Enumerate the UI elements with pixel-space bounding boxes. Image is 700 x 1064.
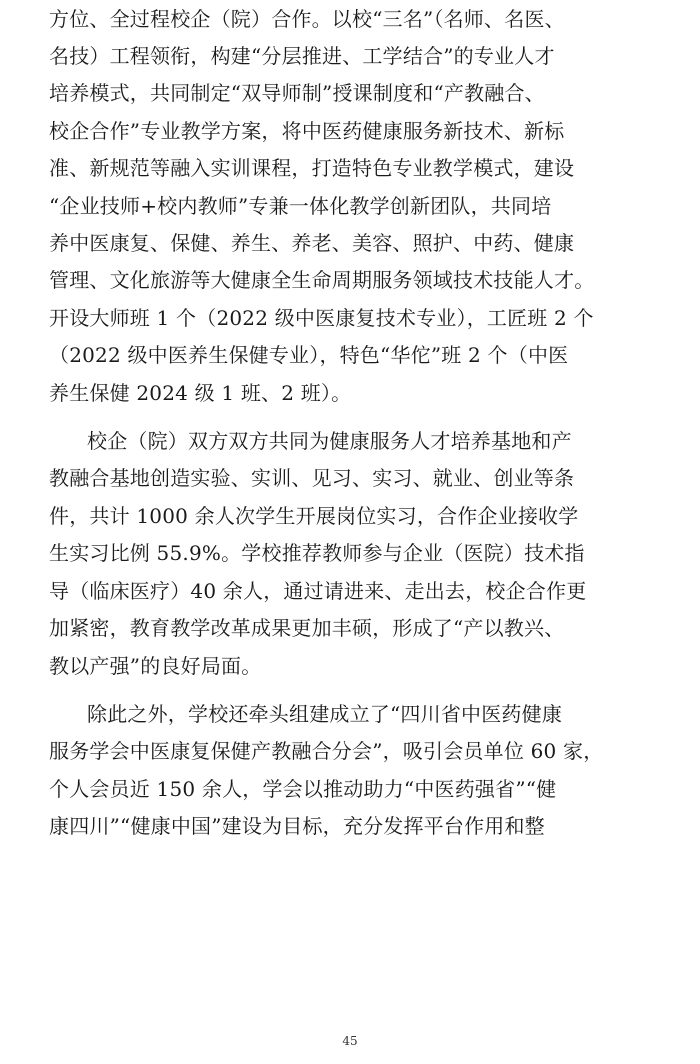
text-line: 校企合作”专业教学方案，将中医药健康服务新技术、新标	[49, 119, 565, 143]
text-line: 名技）工程领衔，构建“分层推进、工学结合”的专业人才	[49, 44, 555, 68]
text-line: 养中医康复、保健、养生、养老、美容、照护、中药、健康	[49, 231, 575, 255]
text-line: 导（临床医疗）40 余人，通过请进来、走出去，校企合作更	[49, 579, 587, 603]
text-line: 养生保健 2024 级 1 班、2 班）。	[49, 381, 352, 405]
text-line: 开设大师班 1 个（2022 级中医康复技术专业），工匠班 2 个	[49, 306, 594, 330]
text-line: 准、新规范等融入实训课程，打造特色专业教学模式，建设	[49, 156, 575, 180]
text-line: 除此之外，学校还牵头组建成立了“四川省中医药健康	[87, 702, 563, 726]
text-line: 方位、全过程校企（院）合作。以校“三名”（名师、名医、	[49, 7, 565, 31]
text-line: 加紧密，教育教学改革成果更加丰硕，形成了“产以教兴、	[49, 616, 565, 640]
text-line: 教融合基地创造实验、实训、见习、实习、就业、创业等条	[49, 466, 575, 490]
text-line: 校企（院）双方双方共同为健康服务人才培养基地和产	[87, 429, 572, 453]
text-line: 服务学会中医康复保健产教融合分会”，吸引会员单位 60 家，	[49, 739, 604, 763]
text-line: 管理、文化旅游等大健康全生命周期服务领域技术技能人才。	[49, 268, 595, 292]
text-line: 生实习比例 55.9%。学校推荐教师参与企业（医院）技术指	[49, 541, 585, 565]
page-number: 45	[342, 1034, 358, 1048]
text-line: 教以产强”的良好局面。	[49, 654, 262, 678]
text-line: “企业技师+校内教师”专兼一体化教学创新团队，共同培	[49, 194, 552, 218]
text-line: 个人会员近 150 余人，学会以推动助力“中医药强省”“健	[49, 777, 557, 801]
text-line: （2022 级中医养生保健专业），特色“华佗”班 2 个（中医	[49, 343, 569, 367]
text-line: 件，共计 1000 余人次学生开展岗位实习，合作企业接收学	[49, 504, 579, 528]
text-line: 康四川”“健康中国”建设为目标，充分发挥平台作用和整	[49, 814, 545, 838]
text-line: 培养模式，共同制定“双导师制”授课制度和“产教融合、	[49, 81, 545, 105]
